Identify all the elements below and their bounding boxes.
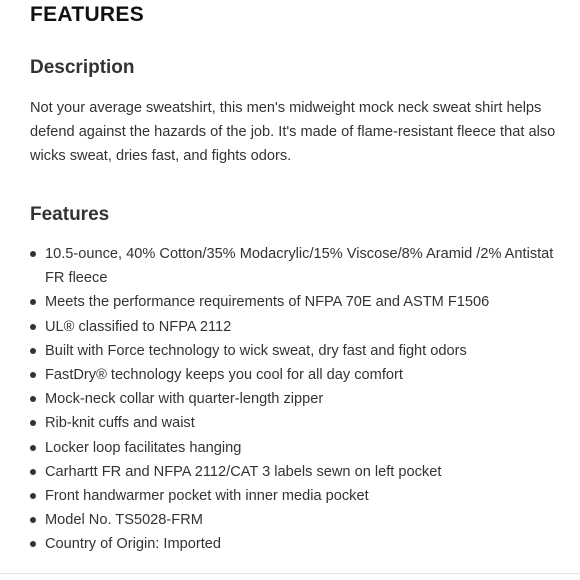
- list-item: [30, 460, 560, 484]
- feature-text: Meets the performance requirements of NFPA 70E and ASTM F1506: [45, 294, 490, 311]
- list-item: [30, 436, 560, 460]
- bullet-icon: [30, 251, 36, 257]
- list-item: [30, 532, 560, 556]
- feature-text: Built with Force technology to wick sweat, dry fast and fight odors: [45, 342, 467, 359]
- feature-text: Carhartt FR and NFPA 2112/CAT 3 labels sewn on left pocket: [45, 463, 442, 480]
- feature-text: Rib-knit cuffs and waist: [45, 415, 195, 432]
- list-item: [30, 242, 560, 290]
- list-item: [30, 387, 560, 411]
- bullet-icon: [30, 324, 36, 330]
- feature-text: Mock-neck collar with quarter-length zipper: [45, 391, 324, 408]
- list-item: [30, 315, 560, 339]
- description-text: Not your average sweatshirt, this men's midweight mock neck sweat shirt helps defend against the hazards of the job. It's made of flame-resistant fleece that also wicks sweat, dries fast, and fights odors.: [30, 100, 556, 164]
- page-title: FEATURES: [30, 3, 145, 26]
- list-item: [30, 484, 560, 508]
- feature-text: Country of Origin: Imported: [45, 536, 222, 553]
- feature-text: Locker loop facilitates hanging: [45, 439, 242, 456]
- description-heading: Description: [30, 57, 135, 78]
- bullet-icon: [30, 493, 36, 499]
- bullet-icon: [30, 541, 36, 547]
- bullet-icon: [30, 445, 36, 451]
- list-item: [30, 290, 560, 314]
- list-item: [30, 508, 560, 532]
- bullet-icon: [30, 372, 36, 378]
- bullet-icon: [30, 299, 36, 305]
- list-item: [30, 363, 560, 387]
- bullet-icon: [30, 517, 36, 523]
- bullet-icon: [30, 469, 36, 475]
- list-item: [30, 411, 560, 435]
- bullet-icon: [30, 420, 36, 426]
- feature-text: FastDry® technology keeps you cool for all day comfort: [45, 367, 403, 384]
- divider: [0, 573, 580, 574]
- bullet-icon: [30, 348, 36, 354]
- feature-text: UL® classified to NFPA 2112: [45, 318, 232, 335]
- list-item: [30, 339, 560, 363]
- feature-text: Model No. TS5028-FRM: [45, 512, 203, 529]
- feature-text: 10.5-ounce, 40% Cotton/35% Modacrylic/15% Viscose/8% Aramid /2% Antistat FR fleece: [45, 246, 554, 287]
- features-heading: Features: [30, 204, 110, 225]
- bullet-icon: [30, 396, 36, 402]
- features-list: [30, 242, 560, 557]
- feature-text: Front handwarmer pocket with inner media pocket: [45, 488, 369, 505]
